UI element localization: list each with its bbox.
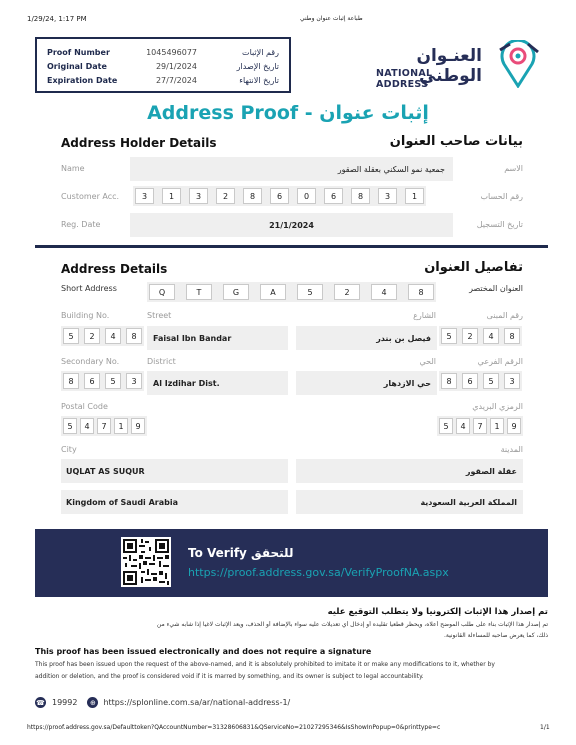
short-address-char-cell: A bbox=[260, 284, 286, 300]
short-address-char-cell: 8 bbox=[408, 284, 434, 300]
name-label-ar: الاسم bbox=[504, 164, 523, 173]
proof-number-label-ar: رقم الإثبات bbox=[242, 47, 279, 57]
building-no-digits-ar bbox=[439, 326, 522, 346]
city-label-ar: المدينة bbox=[500, 445, 523, 454]
account-digit-cell: 8 bbox=[351, 188, 370, 204]
original-date-label-ar: تاريخ الإصدار bbox=[236, 61, 279, 71]
city-field bbox=[61, 459, 288, 483]
name-field bbox=[130, 157, 453, 181]
short-address-char-cell: 2 bbox=[334, 284, 360, 300]
postal-digit-cell: 5 bbox=[63, 418, 77, 434]
proof-number-label: Proof Number bbox=[47, 47, 110, 57]
reg-date-value: 21/1/2024 bbox=[269, 220, 314, 230]
expiration-date-label-ar: تاريخ الانتهاء bbox=[239, 75, 279, 85]
verify-title bbox=[188, 546, 293, 560]
expiration-date-row bbox=[47, 73, 279, 87]
building-digit-ar-cell: 4 bbox=[483, 328, 499, 344]
print-page-number: 1/1 bbox=[540, 724, 550, 731]
notice-text-ar-line2: ذلك، كما يعرض صاحبه للمساءلة القانونية. bbox=[443, 632, 548, 639]
account-digit-cell: 3 bbox=[189, 188, 208, 204]
holder-section-title: Address Holder Details bbox=[61, 136, 217, 150]
building-no-label-ar: رقم المبنى bbox=[486, 311, 523, 320]
logo-text-ar: العنـوان الوطني bbox=[416, 46, 482, 86]
district-label: District bbox=[147, 357, 176, 366]
district-value: Al Izdihar Dist. bbox=[153, 378, 220, 388]
print-page-title: طباعة إثبات عنوان وطني bbox=[300, 15, 363, 22]
building-digit-cell: 4 bbox=[105, 328, 121, 344]
secondary-no-digits-ar bbox=[439, 371, 522, 391]
district-field-ar bbox=[296, 371, 437, 395]
account-digit-cell: 0 bbox=[297, 188, 316, 204]
page-title: Address Proof - إثبات عنوان bbox=[147, 102, 429, 124]
original-date-value: 29/1/2024 bbox=[155, 61, 197, 71]
notice-text-en-line1: This proof has been issued upon the request of the above-named, and it is absolutely prohibited to imitate it or make any modifications to it, whether by bbox=[35, 661, 495, 668]
street-value-ar: فيصل بن بندر bbox=[376, 333, 431, 343]
original-date-label: Original Date bbox=[47, 61, 107, 71]
proof-meta-box bbox=[35, 37, 291, 93]
secondary-digit-cell: 6 bbox=[84, 373, 100, 389]
street-field bbox=[147, 326, 288, 350]
contact-phone: 19992 bbox=[52, 698, 78, 707]
country-value: Kingdom of Saudi Arabia bbox=[66, 497, 178, 507]
address-section-title-ar: تفاصيل العنوان bbox=[424, 260, 523, 275]
account-digit-cell: 1 bbox=[162, 188, 181, 204]
short-address-label: Short Address bbox=[61, 284, 117, 293]
proof-number-row bbox=[47, 45, 279, 59]
verify-title-ar: للتحقق bbox=[251, 546, 294, 560]
short-address-char-cell: G bbox=[223, 284, 249, 300]
city-value: UQLAT AS SUQUR bbox=[66, 466, 145, 476]
building-digit-ar-cell: 2 bbox=[462, 328, 478, 344]
postal-code-label: Postal Code bbox=[61, 402, 108, 411]
postal-code-label-ar: الرمزي البريدي bbox=[472, 402, 523, 411]
building-no-label: Building No. bbox=[61, 311, 110, 320]
account-digit-cell: 3 bbox=[378, 188, 397, 204]
proof-number-value: 1045496077 bbox=[146, 47, 197, 57]
postal-code-digits bbox=[61, 416, 147, 436]
account-digit-cell: 8 bbox=[243, 188, 262, 204]
country-field-ar bbox=[296, 490, 523, 514]
phone-icon: ☎ bbox=[36, 698, 45, 707]
postal-digit-ar-cell: 1 bbox=[490, 418, 504, 434]
building-no-digits bbox=[61, 326, 144, 346]
customer-account-label: Customer Acc. bbox=[61, 192, 120, 201]
customer-account-label-ar: رقم الحساب bbox=[480, 192, 523, 201]
notice-text-ar-line1: تم إصدار هذا الإثبات بناء على طلب الموضح أعلاه، ويحظر قطعيا تقليده أو إدخال أي تعديلات عليه سواء بالإضافة أو الحذف، ويعد الإثبات لاغيا إذا شابه شيء من bbox=[156, 621, 548, 628]
name-label: Name bbox=[61, 164, 85, 173]
postal-digit-cell: 4 bbox=[80, 418, 94, 434]
secondary-digit-cell: 3 bbox=[126, 373, 142, 389]
street-label-ar: الشارع bbox=[413, 311, 436, 320]
national-address-logo bbox=[372, 40, 550, 88]
postal-digit-cell: 7 bbox=[97, 418, 111, 434]
verify-link[interactable]: https://proof.address.gov.sa/VerifyProofNA.aspx bbox=[188, 566, 449, 579]
street-field-ar bbox=[296, 326, 437, 350]
short-address-char-cell: Q bbox=[149, 284, 175, 300]
building-digit-ar-cell: 8 bbox=[504, 328, 520, 344]
postal-code-digits-ar bbox=[437, 416, 523, 436]
postal-digit-ar-cell: 5 bbox=[439, 418, 453, 434]
secondary-digit-cell: 5 bbox=[105, 373, 121, 389]
city-field-ar bbox=[296, 459, 523, 483]
postal-digit-cell: 1 bbox=[114, 418, 128, 434]
secondary-no-label: Secondary No. bbox=[61, 357, 120, 366]
customer-account-digits bbox=[133, 186, 426, 206]
account-digit-cell: 3 bbox=[135, 188, 154, 204]
postal-digit-cell: 9 bbox=[131, 418, 145, 434]
country-field bbox=[61, 490, 288, 514]
notice-heading-ar: تم إصدار هذا الإثبات إلكترونيا ولا يتطلب التوقيع عليه bbox=[327, 607, 548, 617]
short-address-chars bbox=[147, 282, 436, 302]
district-value-ar: حي الازدهار bbox=[383, 378, 431, 388]
original-date-row bbox=[47, 59, 279, 73]
city-value-ar: عقلة الصقور bbox=[465, 466, 517, 476]
reg-date-label: Reg. Date bbox=[61, 220, 101, 229]
secondary-digit-ar-cell: 5 bbox=[483, 373, 499, 389]
expiration-date-value: 27/7/2024 bbox=[155, 75, 197, 85]
globe-icon: ⊕ bbox=[87, 697, 98, 708]
reg-date-label-ar: تاريخ التسجيل bbox=[476, 220, 523, 229]
section-divider bbox=[35, 245, 548, 248]
reg-date-field bbox=[130, 213, 453, 237]
street-label: Street bbox=[147, 311, 172, 320]
account-digit-cell: 2 bbox=[216, 188, 235, 204]
verify-banner bbox=[35, 529, 548, 597]
secondary-no-digits bbox=[61, 371, 144, 391]
building-digit-cell: 5 bbox=[63, 328, 79, 344]
district-label-ar: الحي bbox=[419, 357, 436, 366]
holder-section-title-ar: بيانات صاحب العنوان bbox=[389, 134, 523, 149]
secondary-digit-ar-cell: 6 bbox=[462, 373, 478, 389]
building-digit-cell: 2 bbox=[84, 328, 100, 344]
secondary-digit-ar-cell: 3 bbox=[504, 373, 520, 389]
country-value-ar: المملكة العربية السعودية bbox=[420, 497, 517, 507]
short-address-char-cell: 4 bbox=[371, 284, 397, 300]
account-digit-cell: 1 bbox=[405, 188, 424, 204]
account-digit-cell: 6 bbox=[270, 188, 289, 204]
verify-title-en: To Verify bbox=[188, 546, 247, 560]
secondary-digit-cell: 8 bbox=[63, 373, 79, 389]
expiration-date-label: Expiration Date bbox=[47, 75, 118, 85]
secondary-digit-ar-cell: 8 bbox=[441, 373, 457, 389]
postal-digit-ar-cell: 7 bbox=[473, 418, 487, 434]
notice-text-en-line2: addition or deletion, and the proof is considered void if it is marred by something, and its owner is subject to legal accountability. bbox=[35, 673, 424, 680]
name-value: جمعية نمو السكني بعقلة الصقور bbox=[337, 164, 445, 174]
building-digit-cell: 8 bbox=[126, 328, 142, 344]
contact-row bbox=[35, 697, 290, 708]
postal-digit-ar-cell: 4 bbox=[456, 418, 470, 434]
contact-website[interactable]: https://splonline.com.sa/ar/national-address-1/ bbox=[103, 698, 291, 707]
short-address-char-cell: 5 bbox=[297, 284, 323, 300]
account-digit-cell: 6 bbox=[324, 188, 343, 204]
address-section-title: Address Details bbox=[61, 262, 168, 276]
notice-heading-en: This proof has been issued electronically and does not require a signature bbox=[35, 647, 372, 656]
short-address-char-cell: T bbox=[186, 284, 212, 300]
city-label: City bbox=[61, 445, 77, 454]
street-value: Faisal Ibn Bandar bbox=[153, 333, 232, 343]
qr-code-icon[interactable] bbox=[121, 537, 171, 587]
district-field bbox=[147, 371, 288, 395]
print-datetime: 1/29/24, 1:17 PM bbox=[27, 15, 87, 23]
secondary-no-label-ar: الرقم الفرعي bbox=[477, 357, 523, 366]
print-url: https://proof.address.gov.sa/Defaulttoken?QAccountNumber=31328606831&QServiceNo=21027295346&IsShowInPopup=0&printtype=c bbox=[27, 724, 441, 731]
location-pin-logo-icon bbox=[492, 40, 544, 88]
building-digit-ar-cell: 5 bbox=[441, 328, 457, 344]
logo-text-en: NATIONAL ADDRESS bbox=[376, 68, 433, 90]
short-address-label-ar: العنوان المختصر bbox=[469, 284, 523, 293]
postal-digit-ar-cell: 9 bbox=[507, 418, 521, 434]
